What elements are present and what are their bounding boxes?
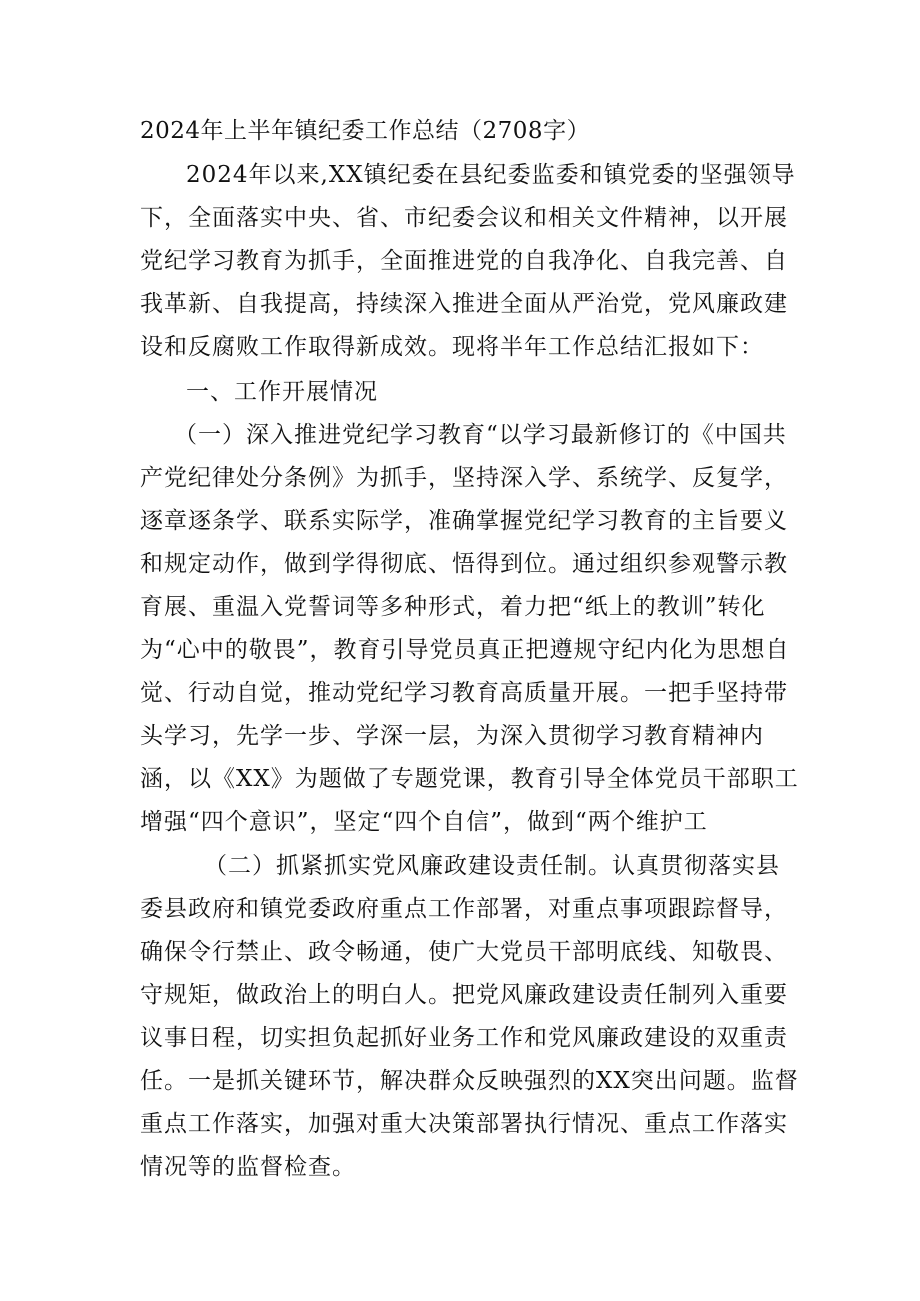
section-paragraph-2: （二）抓紧抓实党风廉政建设责任制。认真贯彻落实县委县政府和镇党委政府重点工作部署，对重点事项跟踪督导，确保令行禁止、政令畅通，使广大党员干部明底线、知敬畏、守规矩，做政治上的明白人。把党风廉政建设责任制列入重要议事日程，切实担负起抓好业务工作和党风廉政建设的双重责任。一是抓关键环节，解决群众反映强烈的XX突出问题。监督重点工作落实，加强对重大决策部署执行情况、重点工作落实情况等的监督检查。 xyxy=(140,853,799,1180)
section-paragraph-1: （一）深入推进党纪学习教育“以学习最新修订的《中国共产党纪律处分条例》为抓手，坚持深入学、系统学、反复学，逐章逐条学、联系实际学，准确掌握党纪学习教育的主旨要义和规定动作，做到学得彻底、悟得到位。通过组织参观警示教育展、重温入党誓词等多种形式，着力把“纸上的教训”转化为“心中的敬畏”，教育引导党员真正把遵规守纪内化为思想自觉、行动自觉，推动党纪学习教育高质量开展。一把手坚持带头学习，先学一步、学深一层，为深入贯彻学习教育精神内涵，以《XX》为题做了专题党课，教育引导全体党员干部职工增强“四个意识”，坚定“四个自信”，做到“两个维护工 xyxy=(140,422,799,835)
intro-paragraph: 2024年以来,XX镇纪委在县纪委监委和镇党委的坚强领导下，全面落实中央、省、市纪委会议和相关文件精神，以开展党纪学习教育为抓手，全面推进党的自我净化、自我完善、自我革新、自我提高，持续深入推进全面从严治党，党风廉政建设和反腐败工作取得新成效。现将半年工作总结汇报如下： xyxy=(140,162,796,360)
document-title: 2024年上半年镇纪委工作总结（2708字） xyxy=(140,118,591,144)
section-heading: 一、工作开展情况 xyxy=(186,379,378,405)
